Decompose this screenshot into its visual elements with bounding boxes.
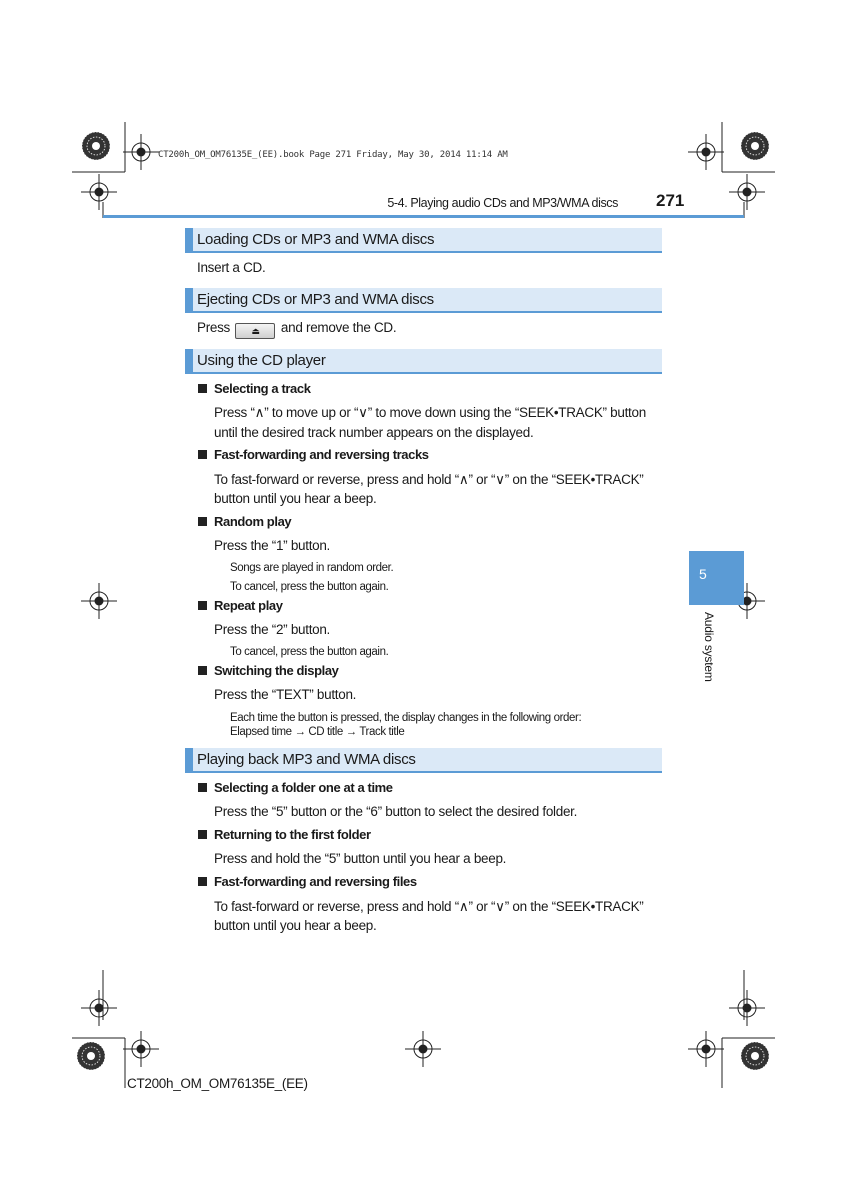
section-title: Ejecting CDs or MP3 and WMA discs — [197, 291, 434, 308]
subheading-repeat-play: Repeat play — [198, 598, 283, 613]
paragraph-line: Press “∧” to move up or “∨” to move down using the “SEEK•TRACK” button — [214, 405, 646, 420]
paragraph-line: Press the “1” button. — [214, 538, 331, 553]
square-bullet-icon — [198, 877, 207, 886]
paragraph-line: Press the “2” button. — [214, 622, 331, 637]
note-line: Songs are played in random order. — [230, 562, 394, 574]
chapter-label: Audio system — [702, 612, 716, 682]
subheading-switching-display: Switching the display — [198, 663, 339, 678]
chapter-tab — [689, 551, 744, 605]
chapter-number: 5 — [699, 566, 707, 582]
subheading-random-play: Random play — [198, 514, 291, 529]
square-bullet-icon — [198, 384, 207, 393]
square-bullet-icon — [198, 830, 207, 839]
loading-text: Insert a CD. — [197, 260, 266, 275]
paragraph-line: Press the “5” button or the “6” button to select the desired folder. — [214, 804, 578, 819]
note-line: To cancel, press the button again. — [230, 646, 389, 658]
section-ejecting-heading — [185, 288, 662, 313]
footer-document-id: CT200h_OM_OM76135E_(EE) — [127, 1076, 308, 1091]
square-bullet-icon — [198, 450, 207, 459]
subheading-fast-forward-tracks: Fast-forwarding and reversing tracks — [198, 447, 429, 462]
paragraph-line: button until you hear a beep. — [214, 918, 377, 933]
square-bullet-icon — [198, 783, 207, 792]
square-bullet-icon — [198, 601, 207, 610]
subheading-fast-forward-files: Fast-forwarding and reversing files — [198, 874, 417, 889]
page-number: 271 — [656, 191, 685, 210]
running-head: 5-4. Playing audio CDs and MP3/WMA discs — [387, 196, 618, 210]
header-rule — [103, 215, 744, 218]
eject-icon: ⏏ — [235, 323, 275, 339]
paragraph-line: Press the “TEXT” button. — [214, 687, 357, 702]
subheading-selecting-track: Selecting a track — [198, 381, 311, 396]
section-title: Loading CDs or MP3 and WMA discs — [197, 231, 435, 248]
ejecting-text-before: Press — [197, 320, 231, 335]
section-title: Using the CD player — [197, 352, 326, 369]
section-mp3-heading — [185, 748, 662, 773]
subheading-returning-folder: Returning to the first folder — [198, 827, 371, 842]
paragraph-line: To fast-forward or reverse, press and hold “∧” or “∨” on the “SEEK•TRACK” — [214, 472, 644, 487]
section-title: Playing back MP3 and WMA discs — [197, 751, 416, 768]
file-info: CT200h_OM_OM76135E_(EE).book Page 271 Friday, May 30, 2014 11:14 AM — [158, 150, 508, 160]
note-line: To cancel, press the button again. — [230, 581, 389, 593]
note-line: Each time the button is pressed, the display changes in the following order: — [230, 712, 582, 724]
paragraph-line: Press and hold the “5” button until you hear a beep. — [214, 851, 507, 866]
ejecting-text-after: and remove the CD. — [280, 320, 397, 335]
square-bullet-icon — [198, 666, 207, 675]
paragraph-line: until the desired track number appears on the displayed. — [214, 425, 534, 440]
square-bullet-icon — [198, 517, 207, 526]
paragraph-line: To fast-forward or reverse, press and hold “∧” or “∨” on the “SEEK•TRACK” — [214, 899, 644, 914]
section-cd-player-heading — [185, 349, 662, 374]
section-loading-heading — [185, 228, 662, 253]
subheading-selecting-folder: Selecting a folder one at a time — [198, 780, 393, 795]
note-line: Elapsed time → CD title → Track title — [230, 726, 405, 738]
paragraph-line: button until you hear a beep. — [214, 491, 377, 506]
ejecting-text — [197, 320, 396, 339]
